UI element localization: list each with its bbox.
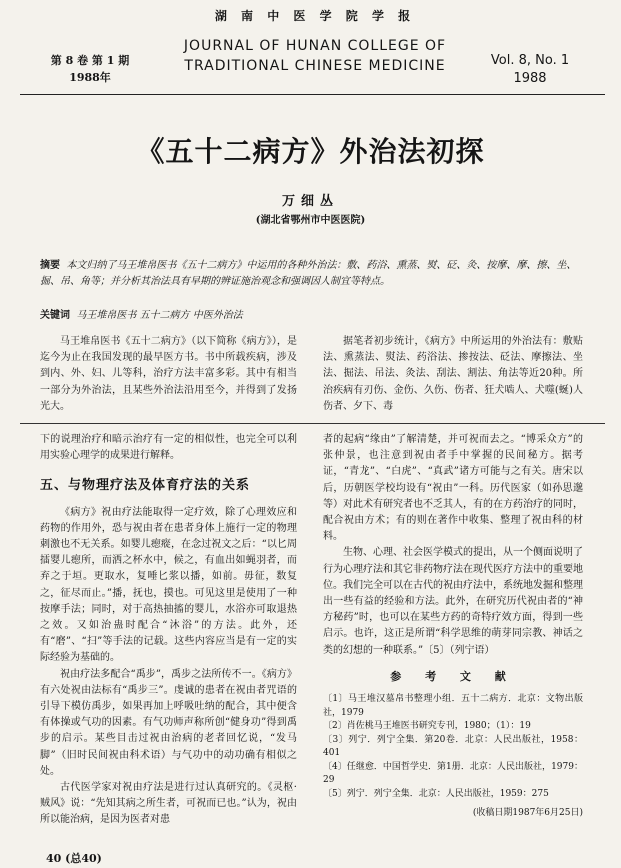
references-heading: 参 考 文 献: [390, 669, 516, 683]
lower-right-column: [323, 432, 583, 821]
issue-info-right: [460, 52, 600, 88]
year-right: 1988: [513, 71, 547, 86]
page-number: 40 (总40): [46, 852, 102, 865]
methods-paragraph: 据笔者初步统计，《病方》中所运用的外治法有：敷贴法、熏蒸法、熨法、药浴法、掺按法、砭法、摩擦法、坐法、掘法、吊法、灸法、刮法、割法、角法等近20种。所治疾病有刃伤、金伤、久伤、伤者、狂犬啮人、犬噬(蜒)人伤者、夕下、毒: [323, 336, 583, 412]
abstract-text: 本文归纳了马王堆帛医书《五十二病方》中运用的各种外治法：敷、药浴、熏蒸、熨、砭、灸、按摩、摩、擦、坐、掘、吊、角等；并分析其治法具有早期的辨证施治观念和强调因人制宜等特点。: [40, 260, 577, 287]
reference-item: 〔5〕列宁．列宁全集．北京：人民出版社，1959：275: [323, 788, 549, 799]
upper-left-column: [40, 334, 297, 415]
reference-item: 〔3〕列宁．列宁全集．第20卷．北京：人民出版社，1958：401: [323, 734, 583, 759]
volume-issue-en: Vol. 8, No. 1: [490, 53, 570, 68]
year-left: 1988年: [69, 71, 111, 84]
article-author: 万细丛: [281, 194, 339, 209]
upper-right-column: [323, 334, 583, 415]
body-paragraph: 祝由疗法多配合“禹步”，禹步之法所传不一。《病方》有六处祝由法标有“禹步三”。虔诚的患者在祝由者咒语的引导下模仿禹步，如果再加上呼吸吐纳的配合，其中便含有体操或气功的因素。有气功师声称所创“健身功”得到禹步的启示。某些目击过祝由治病的老者回忆说，“发马脚”（旧时民间祝由科术语）与气功中的动功确有相似之处。: [40, 668, 297, 777]
abstract: [40, 258, 585, 290]
continuation-paragraph: 下的说理治疗和暗示治疗有一定的相似性，也完全可以利用实验心理学的成果进行解释。: [40, 434, 297, 462]
body-paragraph: 生物、心理、社会医学模式的提出，从一个侧面说明了行为心理疗法和其它非药物疗法在现代医疗方法中的重要地位。我们完全可以在古代的祝由疗法中，系统地发掘和整理出一些有益的经验和方法。此外，在研究历代祝由者的“神方秘药”时，也可以在某些方药的奇特疗效方面，得到一些启示。也许，这正是所谓“科学思维的萌芽同宗教、神话之类的幻想的一种联系。”〔5〕（列宁语）: [323, 547, 583, 656]
reference-list: [323, 693, 583, 801]
keywords-text: 马王堆帛医书 五十二病方 中医外治法: [76, 310, 243, 321]
lower-left-column: [40, 432, 297, 829]
reference-item: 〔4〕任继愈．中国哲学史．第1册．北京：人民出版社，1979：29: [323, 761, 583, 786]
intro-paragraph: 马王堆帛医书《五十二病方》（以下简称《病方》），是迄今为止在我国发现的最早医方书。书中所载疾病，涉及到内、外、妇、儿等科，治疗方法丰富多彩。其中有相当一部分为外治法，且某些外治法沿用至今，并得到了发扬光大。: [40, 336, 297, 412]
volume-issue-cn: 第 8 卷 第 1 期: [50, 54, 130, 67]
journal-title-en-line2: TRADITIONAL CHINESE MEDICINE: [184, 58, 446, 74]
body-paragraph: 《病方》祝由疗法能取得一定疗效，除了心理效应和药物的作用外，恐与祝由者在患者身体上施行一定的物理刺激也不无关系。如婴儿瘛瘲，在念过祝文之后：“以匕周擂婴儿瘛所，而洒之杯水中，候之，有血出如蝇羽者，而弃之于垣。更取水，复唾匕浆以播，如前。毋征，数复之，征尽而止。”播，抚也，摸也。可见这里是使用了一种按摩手法；同时，对于高热抽搐的婴儿，水浴亦可取退热之效。又如治蛊时配合“沐浴”的方法。此外，还有“磨”、“扫”等手法的记载。这些内容应当是有一定的实际经验为基础的。: [40, 506, 297, 664]
reference-item: 〔1〕马王堆汉墓帛书整理小组．五十二病方．北京：文物出版社，1979: [323, 694, 583, 718]
reference-item: 〔2〕肖佐桃马王堆医书研究专刊，1980；（1）：19: [323, 721, 531, 732]
issue-info-left: [30, 52, 150, 86]
received-date: (收稿日期1987年6月25日): [472, 808, 583, 819]
body-paragraph: 古代医学家对祝由疗法是进行过认真研究的。《灵枢·贼风》说：“先知其病之所生者，可祝而已也。”认为，祝由所以能治病，是因为医者对患: [40, 782, 297, 826]
journal-title-cn: 湖 南 中 医 学 院 学 报: [214, 9, 416, 23]
continuation-paragraph: 者的起病“缘由”了解清楚，并可祝而去之。“博采众方”的张仲景，也注意到祝由者手中掌握的民间秘方。据考证，“青龙”、“白虎”、“真武”诸方可能与之有关。唐宋以后，历朝医学校均设有“祝由”一科。历代医家（如孙思邈等）对此术有研究者也不乏其人，有的在方药治疗的同时，配合祝由方术；有的则在著作中收集、整理了祝由科的材料。: [323, 434, 583, 543]
author-affiliation: (湖北省鄂州市中医医院): [255, 215, 366, 226]
keywords: [40, 308, 585, 324]
journal-title-en-line1: JOURNAL OF HUNAN COLLEGE OF: [183, 38, 447, 54]
keywords-label: 关键词: [40, 310, 70, 321]
section-heading: 五、与物理疗法及体育疗法的关系: [40, 478, 251, 494]
abstract-label: 摘要: [40, 260, 60, 271]
header-divider: [20, 94, 605, 95]
article-title: 《五十二病方》外治法初探: [136, 135, 485, 168]
section-divider: [20, 423, 605, 424]
journal-masthead: [170, 8, 460, 76]
